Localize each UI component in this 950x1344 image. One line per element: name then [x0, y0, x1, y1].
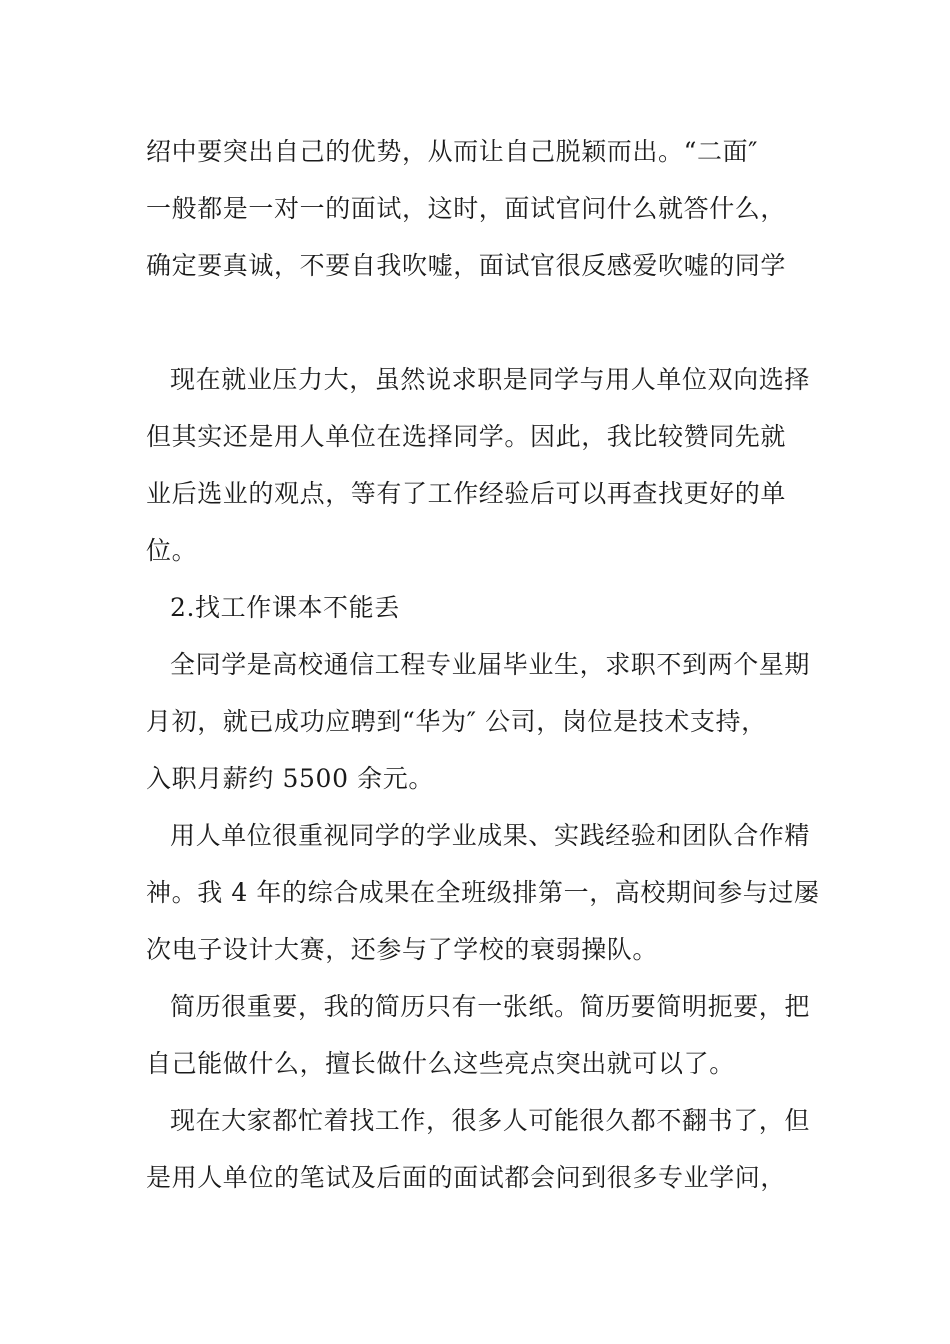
text-line: 但其实还是用人单位在选择同学。因此，我比较赞同先就 [146, 422, 787, 451]
text-line: 绍中要突出自己的优势，从而让自己脱颖而出。“二面″ [146, 137, 759, 166]
text-line: 自己能做什么，擅长做什么这些亮点突出就可以了。 [146, 1049, 735, 1078]
text-line: 位。 [146, 536, 198, 565]
text-line: 现在就业压力大，虽然说求职是同学与用人单位双向选择 [170, 365, 811, 394]
text-line: 一般都是一对一的面试，这时，面试官问什么就答什么， [146, 194, 787, 223]
text-line: 业后选业的观点，等有了工作经验后可以再查找更好的单 [146, 479, 787, 508]
section-heading: 2.找工作课本不能丢 [170, 593, 400, 622]
text-line: 神。我 4 年的综合成果在全班级排第一，高校期间参与过屡 [146, 878, 820, 907]
text-line: 全同学是高校通信工程专业届毕业生，求职不到两个星期 [170, 650, 811, 679]
text-line: 确定要真诚，不要自我吹嘘，面试官很反感爱吹嘘的同学 [146, 251, 787, 280]
text-line: 现在大家都忙着找工作，很多人可能很久都不翻书了，但 [170, 1106, 811, 1135]
text-line: 用人单位很重视同学的学业成果、实践经验和团队合作精 [170, 821, 811, 850]
text-line: 是用人单位的笔试及后面的面试都会问到很多专业学问， [146, 1163, 787, 1192]
text-line: 简历很重要，我的简历只有一张纸。简历要简明扼要，把 [170, 992, 811, 1021]
text-line: 月初，就已成功应聘到“华为″ 公司，岗位是技术支持， [146, 707, 767, 736]
text-line: 次电子设计大赛，还参与了学校的衰弱操队。 [146, 935, 659, 964]
text-line: 入职月薪约 5500 余元。 [146, 764, 434, 793]
